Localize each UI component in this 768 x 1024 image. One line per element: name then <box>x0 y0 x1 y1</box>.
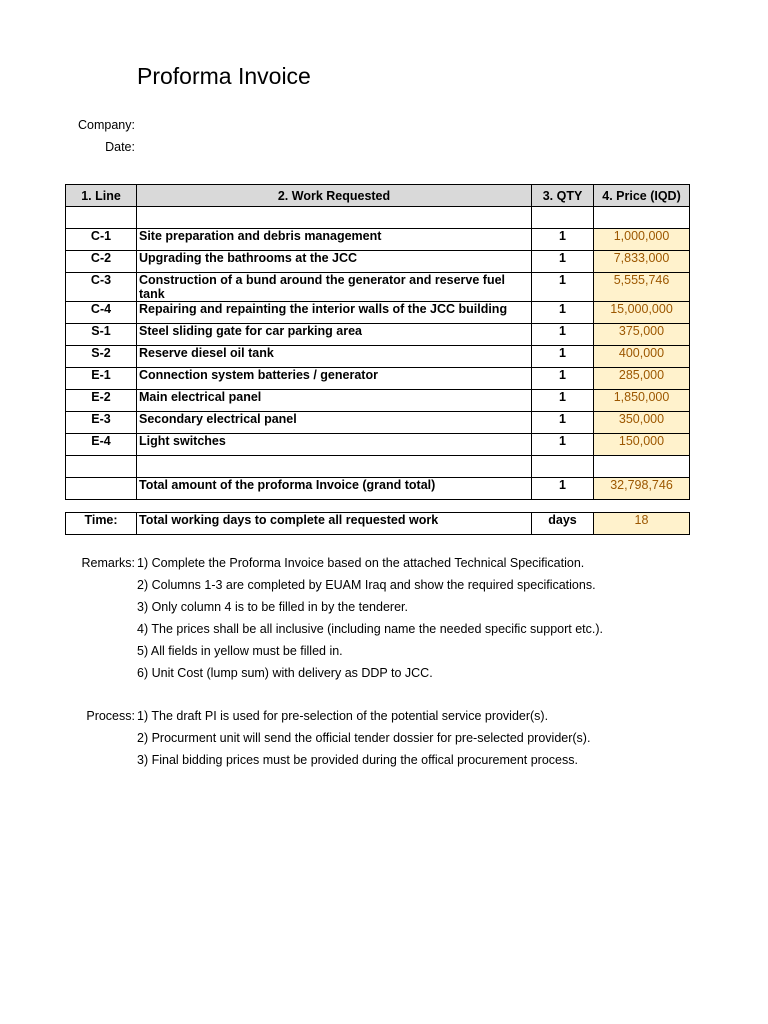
col-header-work: 2. Work Requested <box>137 185 532 207</box>
table-row <box>66 229 690 251</box>
remark-item: 5) All fields in yellow must be filled in. <box>137 644 343 658</box>
col-header-line: 1. Line <box>66 185 137 207</box>
company-label: Company: <box>78 118 135 132</box>
qty-cell: 1 <box>532 434 594 456</box>
blank-cell <box>137 456 532 478</box>
price-cell[interactable]: 285,000 <box>594 368 690 390</box>
price-cell[interactable]: 150,000 <box>594 434 690 456</box>
work-cell: Site preparation and debris management <box>137 229 532 251</box>
line-cell: E-2 <box>66 390 137 412</box>
blank-cell <box>66 456 137 478</box>
work-cell: Light switches <box>137 434 532 456</box>
date-label: Date: <box>105 140 135 154</box>
line-cell: S-2 <box>66 346 137 368</box>
col-header-qty: 3. QTY <box>532 185 594 207</box>
qty-cell: 1 <box>532 229 594 251</box>
table-row <box>66 346 690 368</box>
time-desc: Total working days to complete all requested work <box>137 513 532 535</box>
line-cell: C-2 <box>66 251 137 273</box>
table-row <box>66 251 690 273</box>
blank-row <box>66 456 690 478</box>
total-row <box>66 478 690 500</box>
blank-cell <box>137 207 532 229</box>
remark-item: 3) Only column 4 is to be filled in by the tenderer. <box>137 600 408 614</box>
qty-cell: 1 <box>532 346 594 368</box>
qty-cell: 1 <box>532 302 594 324</box>
page-title: Proforma Invoice <box>137 63 311 89</box>
price-cell[interactable]: 350,000 <box>594 412 690 434</box>
blank-cell <box>532 207 594 229</box>
line-cell: C-4 <box>66 302 137 324</box>
price-cell[interactable]: 15,000,000 <box>594 302 690 324</box>
work-cell: Secondary electrical panel <box>137 412 532 434</box>
blank-cell <box>66 207 137 229</box>
blank-cell <box>594 456 690 478</box>
total-label: Total amount of the proforma Invoice (grand total) <box>137 478 532 500</box>
remark-item: 1) Complete the Proforma Invoice based on the attached Technical Specification. <box>137 556 585 570</box>
qty-cell: 1 <box>532 390 594 412</box>
line-cell: E-3 <box>66 412 137 434</box>
work-cell: Connection system batteries / generator <box>137 368 532 390</box>
time-value[interactable]: 18 <box>594 513 690 535</box>
line-cell: C-1 <box>66 229 137 251</box>
process-label: Process: <box>86 709 135 723</box>
table-row <box>66 434 690 456</box>
remark-item: 4) The prices shall be all inclusive (including name the needed specific support etc.). <box>137 622 603 636</box>
price-cell[interactable]: 400,000 <box>594 346 690 368</box>
invoice-table <box>65 184 690 500</box>
line-cell: E-4 <box>66 434 137 456</box>
time-table <box>65 512 690 535</box>
process-item: 2) Procurment unit will send the official tender dossier for pre-selected provider(s). <box>137 731 591 745</box>
col-header-price: 4. Price (IQD) <box>594 185 690 207</box>
price-cell[interactable]: 7,833,000 <box>594 251 690 273</box>
work-cell: Reserve diesel oil tank <box>137 346 532 368</box>
blank-cell <box>532 456 594 478</box>
remarks-label: Remarks: <box>81 556 135 570</box>
qty-cell: 1 <box>532 412 594 434</box>
table-row <box>66 324 690 346</box>
total-line-cell <box>66 478 137 500</box>
process-item: 1) The draft PI is used for pre-selection of the potential service provider(s). <box>137 709 549 723</box>
price-cell[interactable]: 1,850,000 <box>594 390 690 412</box>
table-row <box>66 302 690 324</box>
total-qty: 1 <box>532 478 594 500</box>
remark-item: 2) Columns 1-3 are completed by EUAM Iraq and show the required specifications. <box>137 578 596 592</box>
qty-cell: 1 <box>532 324 594 346</box>
work-cell: Steel sliding gate for car parking area <box>137 324 532 346</box>
table-row <box>66 368 690 390</box>
line-cell: S-1 <box>66 324 137 346</box>
price-cell[interactable]: 1,000,000 <box>594 229 690 251</box>
qty-cell: 1 <box>532 273 594 302</box>
table-row <box>66 390 690 412</box>
table-header-row <box>66 185 690 207</box>
price-cell[interactable]: 375,000 <box>594 324 690 346</box>
process-item: 3) Final bidding prices must be provided during the offical procurement process. <box>137 753 578 767</box>
blank-cell <box>594 207 690 229</box>
time-unit: days <box>532 513 594 535</box>
work-cell: Repairing and repainting the interior walls of the JCC building <box>137 302 532 324</box>
work-cell: Upgrading the bathrooms at the JCC <box>137 251 532 273</box>
price-cell[interactable]: 5,555,746 <box>594 273 690 302</box>
time-label: Time: <box>66 513 137 535</box>
work-cell: Construction of a bund around the generator and reserve fuel tank <box>137 273 532 302</box>
total-price[interactable]: 32,798,746 <box>594 478 690 500</box>
line-cell: E-1 <box>66 368 137 390</box>
line-cell: C-3 <box>66 273 137 302</box>
table-row <box>66 273 690 302</box>
remark-item: 6) Unit Cost (lump sum) with delivery as DDP to JCC. <box>137 666 433 680</box>
qty-cell: 1 <box>532 368 594 390</box>
work-cell: Main electrical panel <box>137 390 532 412</box>
blank-row <box>66 207 690 229</box>
table-row <box>66 412 690 434</box>
qty-cell: 1 <box>532 251 594 273</box>
remarks-list <box>137 552 603 684</box>
process-list <box>137 705 590 771</box>
time-row <box>66 513 690 535</box>
